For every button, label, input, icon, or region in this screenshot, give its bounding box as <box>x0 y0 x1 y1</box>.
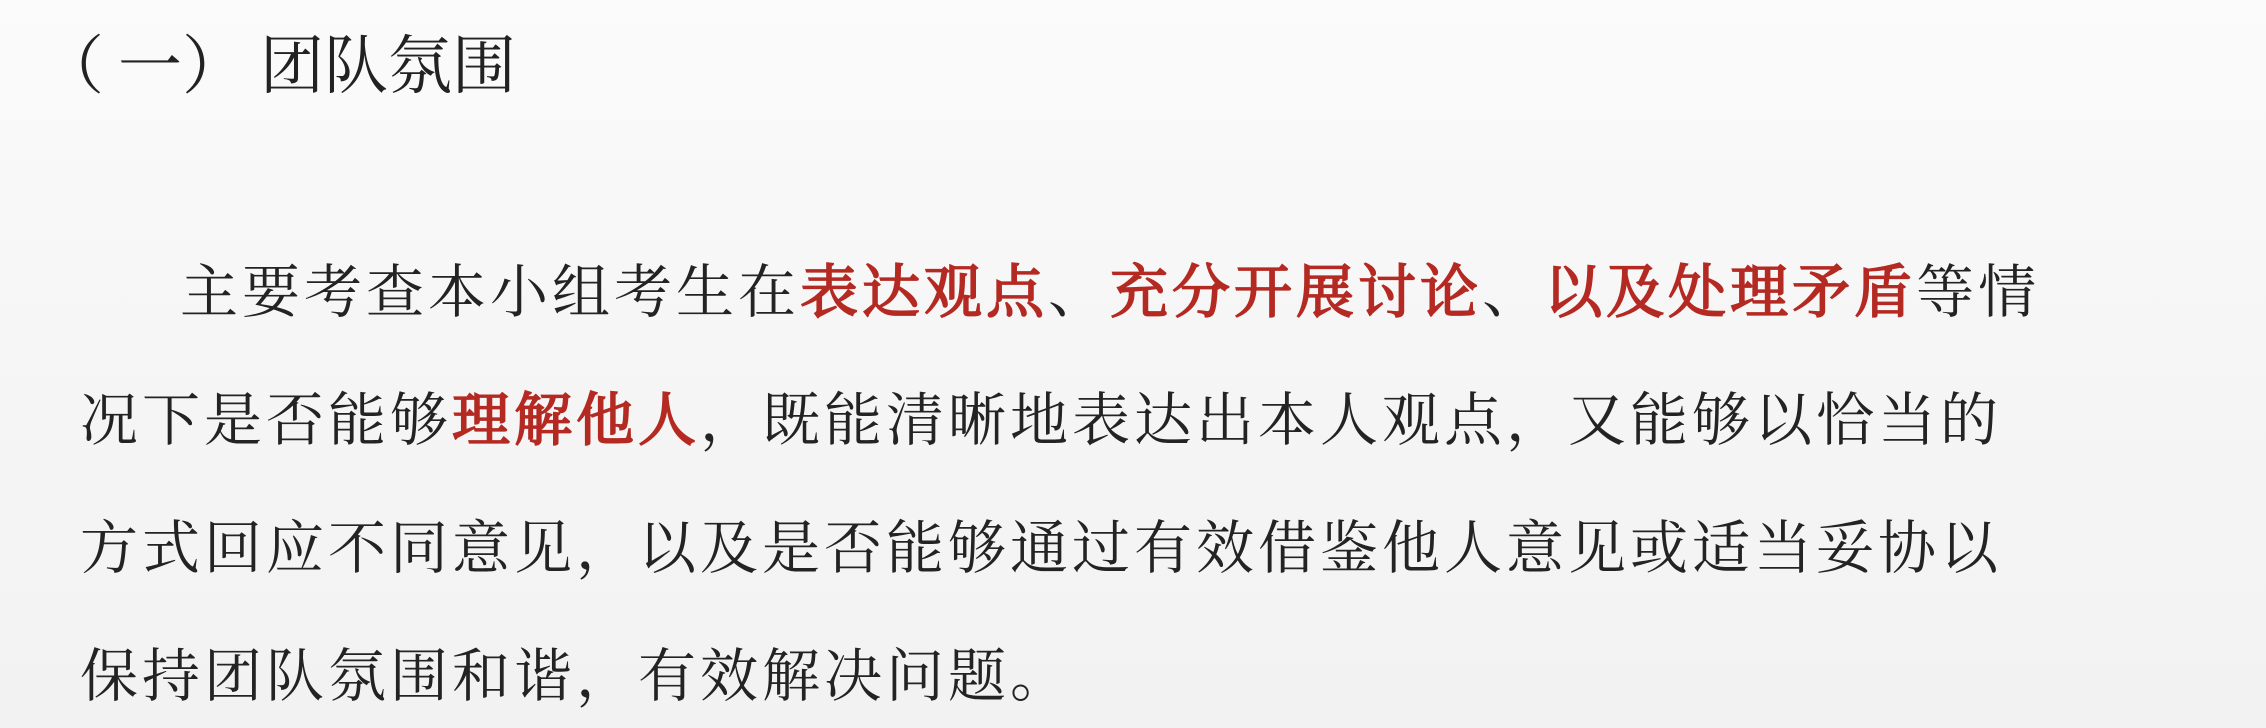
paragraph-line-1 <box>80 228 2210 356</box>
separator-1: 、 <box>1048 258 1111 326</box>
heading-title: 团队氛围 <box>260 30 516 104</box>
paragraph-line-4: 保持团队氛围和谐，有效解决问题。 <box>80 642 1073 710</box>
heading-open-paren: （ <box>40 30 118 104</box>
paragraph-line-2 <box>80 356 2210 484</box>
body-paragraph <box>80 228 2210 728</box>
section-heading <box>40 22 516 112</box>
line2-text-b: ，既能清晰地表达出本人观点，又能够以恰当的 <box>700 386 2003 454</box>
heading-number: 一 <box>118 30 182 104</box>
highlight-handle-conflicts: 以及处理矛盾 <box>1544 258 1917 326</box>
line1-text-a: 主要考查本小组考生在 <box>180 258 801 326</box>
heading-close-paren: ） <box>182 30 260 104</box>
highlight-express-views: 表达观点 <box>800 258 1049 326</box>
line1-text-b: 等情 <box>1916 258 2041 326</box>
paragraph-line-3: 方式回应不同意见，以及是否能够通过有效借鉴他人意见或适当妥协以 <box>80 514 2003 582</box>
highlight-understand-others: 理解他人 <box>452 386 701 454</box>
highlight-full-discussion: 充分开展讨论 <box>1110 258 1483 326</box>
line2-text-a: 况下是否能够 <box>80 386 453 454</box>
separator-2: 、 <box>1482 258 1545 326</box>
